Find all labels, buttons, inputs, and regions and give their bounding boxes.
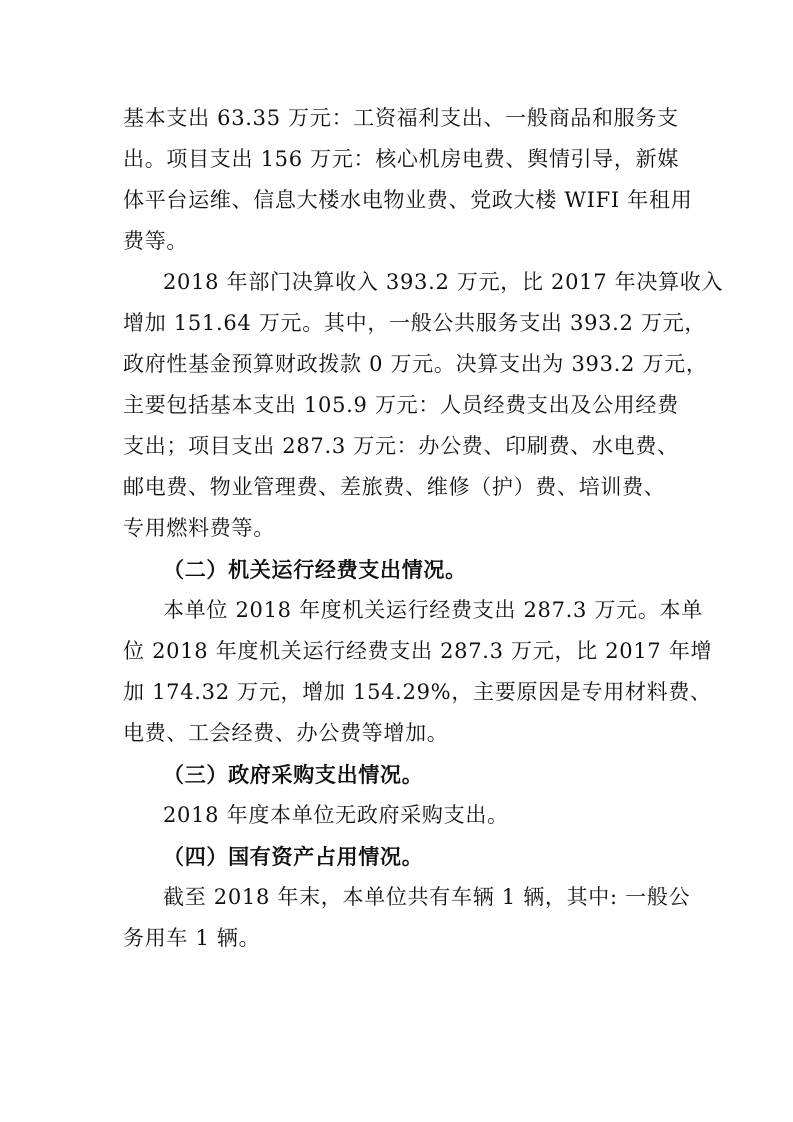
text-line: 增加 151.64 万元。其中，一般公共服务支出 393.2 万元， [123, 311, 707, 335]
text-line: 加 174.32 万元，增加 154.29%，主要原因是专用材料费、 [123, 680, 712, 704]
text-line: 电费、工会经费、办公费等增加。 [123, 721, 449, 745]
text-line: 2018 年度本单位无政府采购支出。 [163, 803, 509, 827]
document-body [123, 98, 724, 959]
text-line: 基本支出 63.35 万元：工资福利支出、一般商品和服务支 [123, 106, 679, 130]
text-line: 邮电费、物业管理费、差旅费、维修（护）费、培训费、 [123, 475, 666, 499]
text-line: 政府性基金预算财政拨款 0 万元。决算支出为 393.2 万元， [123, 352, 708, 376]
text-line: 2018 年部门决算收入 393.2 万元，比 2017 年决算收入 [163, 270, 724, 294]
text-line: 截至 2018 年末，本单位共有车辆 1 辆，其中: 一般公 [163, 885, 691, 909]
heading-text: （二）机关运行经费支出情况。 [163, 557, 467, 582]
text-line: 专用燃料费等。 [123, 516, 275, 540]
text-line: 位 2018 年度机关运行经费支出 287.3 万元，比 2017 年增 [123, 639, 713, 663]
section-heading-procurement [123, 754, 679, 795]
text-line: 本单位 2018 年度机关运行经费支出 287.3 万元。本单 [163, 598, 703, 622]
text-line: 务用车 1 辆。 [123, 926, 261, 950]
heading-text: （四）国有资产占用情况。 [163, 844, 424, 869]
text-line: 支出；项目支出 287.3 万元：办公费、印刷费、水电费、 [123, 434, 679, 458]
paragraph-operating-expenses [123, 590, 713, 754]
paragraph-state-assets [123, 877, 691, 959]
paragraph-procurement [123, 795, 679, 836]
section-heading-operating-expenses [123, 549, 679, 590]
text-line: 费等。 [123, 229, 189, 253]
text-line: 主要包括基本支出 105.9 万元：人员经费支出及公用经费 [123, 393, 679, 417]
section-heading-state-assets [123, 836, 679, 877]
paragraph-final-accounts [123, 262, 724, 549]
heading-text: （三）政府采购支出情况。 [163, 762, 424, 787]
paragraph-basic-expenditure [123, 98, 693, 262]
text-line: 体平台运维、信息大楼水电物业费、党政大楼 WIFI 年租用 [123, 188, 693, 212]
text-line: 出。项目支出 156 万元：核心机房电费、舆情引导，新媒 [123, 147, 680, 171]
